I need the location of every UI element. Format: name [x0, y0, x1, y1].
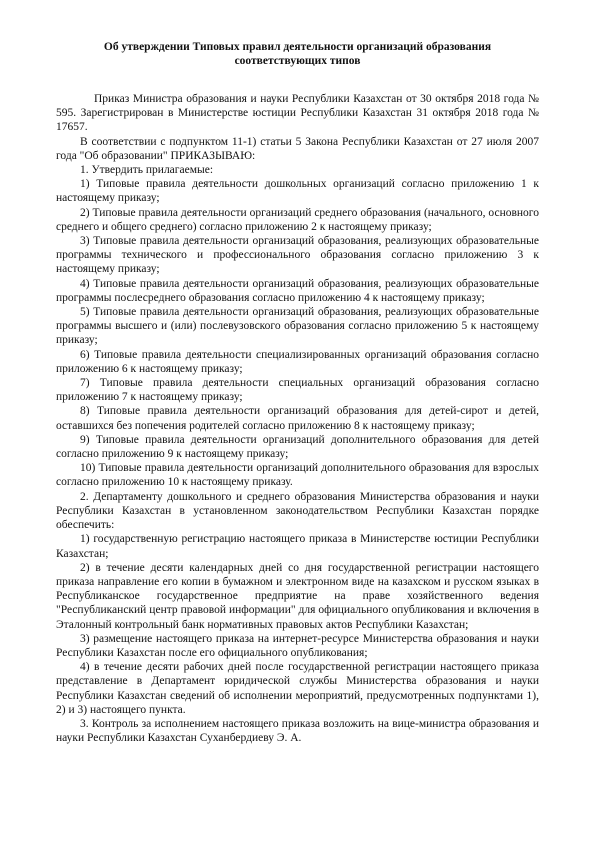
- clause-1-item-5: 5) Типовые правила деятельности организаций образования, реализующих образовательные программы высшего и (или) послевузовского образования согласно приложению 5 к настоящему приказу;: [56, 306, 539, 347]
- clause-1-item-7: 7) Типовые правила деятельности специальных организаций образования согласно приложению 7 к настоящему приказу;: [56, 377, 539, 404]
- order-reference: Приказ Министра образования и науки Республики Казахстан от 30 октября 2018 года № 595. Зарегистрирован в Министерстве юстиции Республики Казахстан 31 октября 2018 года № 17657.: [56, 93, 539, 134]
- clause-1-item-1: 1) Типовые правила деятельности дошкольных организаций согласно приложению 1 к настоящему приказу;: [56, 178, 539, 205]
- clause-1-item-6: 6) Типовые правила деятельности специализированных организаций образования согласно приложению 6 к настоящему приказу;: [56, 348, 539, 375]
- legal-basis-paragraph: В соответствии с подпунктом 11-1) статьи 5 Закона Республики Казахстан от 27 июля 2007 года "Об образовании" ПРИКАЗЫВАЮ:: [56, 135, 539, 162]
- clause-1: 1. Утвердить прилагаемые:: [80, 164, 214, 177]
- clause-1-item-2: 2) Типовые правила деятельности организаций среднего образования (начального, основного среднего и общего среднего) согласно приложению 2 к настоящему приказу;: [56, 206, 539, 233]
- clause-3: 3. Контроль за исполнением настоящего приказа возложить на вице-министра образования и науки Республики Казахстан Суханбердиеву Э. А.: [56, 717, 539, 745]
- clause-2-item-3: 3) размещение настоящего приказа на интернет-ресурсе Министерства образования и науки Республики Казахстан после его официального опубликования;: [56, 632, 539, 659]
- clause-1-item-8: 8) Типовые правила деятельности организаций образования для детей-сирот и детей, оставшихся без попечения родителей согласно приложению 8 к настоящему приказу;: [56, 405, 539, 432]
- document-title: [56, 40, 539, 68]
- clause-2-item-1: 1) государственную регистрацию настоящего приказа в Министерстве юстиции Республики Казахстан;: [56, 533, 539, 560]
- clause-1-item-4: 4) Типовые правила деятельности организаций образования, реализующих образовательные программы послесреднего образования согласно приложению 4 к настоящему приказу;: [56, 277, 539, 304]
- clause-1-item-3: 3) Типовые правила деятельности организаций образования, реализующих образовательные программы технического и профессионального образования согласно приложению 3 к настоящему приказу;: [56, 235, 539, 276]
- clause-2-item-2: 2) в течение десяти календарных дней со дня государственной регистрации настоящего приказа направление его копии в бумажном и электронном виде на казахском и русском языках в Республиканское государственное предприятие на праве хозяйственного ведения "Республиканский центр правовой информации" для официального опубликования и включения в Эталонный контрольный банк нормативных правовых актов Республики Казахстан;: [56, 561, 539, 631]
- clause-2: 2. Департаменту дошкольного и среднего образования Министерства образования и науки Республики Казахстан в установленном законодательством Республики Казахстан порядке обеспечить:: [56, 490, 539, 532]
- title-line-2: соответствующих типов: [234, 55, 361, 67]
- clause-1-item-9: 9) Типовые правила деятельности организаций дополнительного образования для детей согласно приложению 9 к настоящему приказу;: [56, 433, 539, 461]
- clause-2-item-4: 4) в течение десяти рабочих дней после государственной регистрации настоящего приказа представление в Департамент юридической службы Министерства образования и науки Республики Казахстан сведений об исполнении мероприятий, предусмотренных подпунктами 1), 2) и 3) настоящего пункта.: [56, 661, 539, 716]
- title-line-1: Об утверждении Типовых правил деятельности организаций образования: [103, 41, 492, 53]
- clause-1-item-10: 10) Типовые правила деятельности организаций дополнительного образования для взрослых согласно приложению 10 к настоящему приказу.: [56, 462, 539, 489]
